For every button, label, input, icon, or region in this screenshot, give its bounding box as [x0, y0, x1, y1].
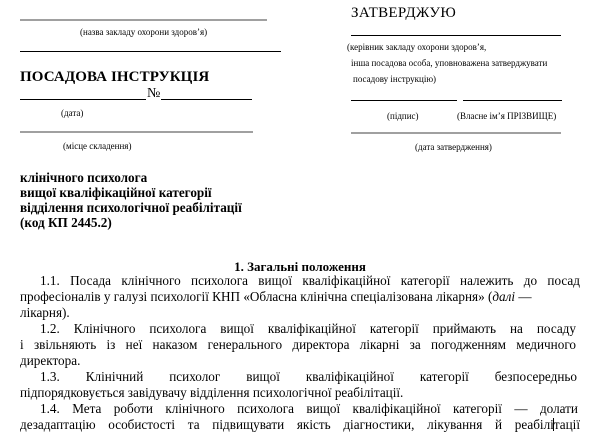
- position-line-4: (код КП 2445.2): [20, 215, 112, 230]
- place-line[interactable]: [20, 131, 253, 133]
- para-1-4-line-2-text: дезадаптацію особистості та підвищувати якість діагностики, лікування й реабілі: [20, 417, 554, 432]
- position-line-2: вищої кваліфікаційної категорії: [20, 185, 212, 200]
- approve-label: ЗАТВЕРДЖУЮ: [351, 5, 457, 21]
- document-title: ПОСАДОВА ІНСТРУКЦІЯ: [20, 69, 210, 85]
- para-1-2-line-1: 1.2. Клінічного психолога вищої кваліфікаційної категорії приймають на посаду: [40, 321, 576, 336]
- para-1-4-line-2: [20, 417, 580, 433]
- para-1-1-line-2: [20, 289, 580, 305]
- name-caption: (Власне ім’я ПРІЗВИЩЕ): [457, 111, 557, 121]
- position-line-1: клінічного психолога: [20, 170, 148, 185]
- date-line[interactable]: [20, 99, 146, 100]
- institution-name-line-2[interactable]: [20, 51, 281, 52]
- para-1-3-line-2: підпорядковується завідувачу відділення психологічної реабілітації.: [20, 385, 404, 400]
- para-1-1-italic: далі: [492, 289, 516, 304]
- place-caption: (місце складення): [63, 141, 132, 151]
- position-line-3: відділення психологічної реабілітації: [20, 200, 242, 215]
- date-caption: (дата): [61, 108, 84, 118]
- section-1-heading: 1. Загальні положення: [234, 259, 366, 274]
- para-1-4-line-2-end: тації: [553, 417, 580, 432]
- approver-caption-3: посадову інструкцію): [353, 74, 437, 84]
- approval-date-line[interactable]: [351, 132, 561, 134]
- institution-name-line[interactable]: [20, 19, 267, 21]
- para-1-3-line-1: 1.3. Клінічний психолог вищої кваліфікаційної категорії безпосередньо: [40, 369, 577, 384]
- approver-caption-1: (керівник закладу охорони здоров’я,: [347, 42, 487, 52]
- para-1-1-line-2-text: професіоналів у галузі психології КНП «Обласна клінічна спеціалізована лікарня» (: [20, 289, 493, 304]
- approval-date-caption: (дата затвердження): [415, 142, 492, 152]
- approver-caption-2: інша посадова особа, уповноважена затверджувати: [351, 58, 548, 68]
- number-line[interactable]: [161, 99, 252, 100]
- number-sign: №: [147, 86, 161, 101]
- signature-caption: (підпис): [387, 111, 419, 121]
- para-1-2-line-3: директора.: [20, 353, 81, 368]
- institution-name-caption: (назва закладу охорони здоров’я): [80, 27, 208, 37]
- signature-line[interactable]: [351, 100, 457, 101]
- approver-line[interactable]: [351, 35, 561, 36]
- para-1-2-line-2: і звільняють із неї наказом генерального директора лікарні за погодженням медичного: [20, 337, 576, 352]
- para-1-1-line-3: лікарня).: [20, 305, 70, 320]
- para-1-4-line-1: 1.4. Мета роботи клінічного психолога вищої кваліфікаційної категорії — долати: [40, 401, 578, 416]
- name-line[interactable]: [463, 100, 562, 101]
- para-1-1-line-1: 1.1. Посада клінічного психолога вищої кваліфікаційної категорії належить до посад: [40, 273, 580, 288]
- para-1-1-line-2-end: —: [515, 289, 532, 304]
